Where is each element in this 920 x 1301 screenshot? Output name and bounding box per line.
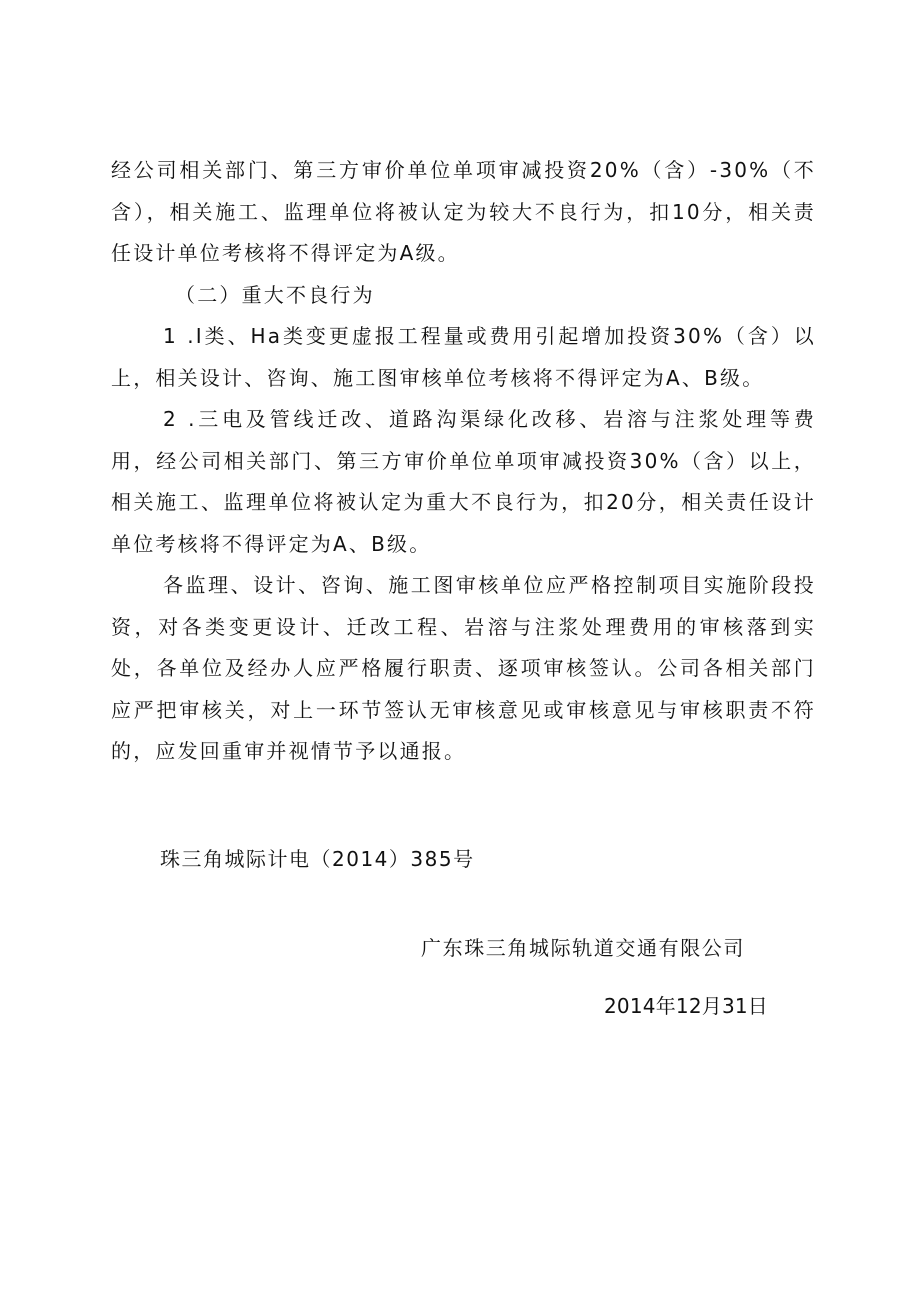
paragraph-closing-instructions: 各监理、设计、咨询、施工图审核单位应严格控制项目实施阶段投资，对各类变更设计、迁改工程、岩溶与注浆处理费用的审核落到实处，各单位及经办人应严格履行职责、逐项审核签认。公司各相关部门应严把审核关，对上一环节签认无审核意见或审核意见与审核职责不符的，应发回重审并视情节予以通报。 (111, 573, 816, 763)
issuer-name: 广东珠三角城际轨道交通有限公司 (421, 936, 745, 960)
paragraph-item-1: 1 .I类、Ha类变更虚报工程量或费用引起增加投资30%（含）以上，相关设计、咨询、施工图审核单位考核将不得评定为A、B级。 (111, 324, 816, 390)
document-body (111, 150, 816, 773)
paragraph-item-2: 2 .三电及管线迁改、道路沟渠绿化改移、岩溶与注浆处理等费用，经公司相关部门、第三方审价单位单项审减投资30%（含）以上，相关施工、监理单位将被认定为重大不良行为，扣20分，相关责任设计单位考核将不得评定为A、B级。 (111, 407, 816, 556)
issue-date: 2014年12月31日 (604, 994, 768, 1018)
reference-number: 珠三角城际计电（2014）385号 (160, 847, 475, 871)
paragraph-penalty-major: 经公司相关部门、第三方审价单位单项审减投资20%（含）-30%（不含），相关施工、监理单位将被认定为较大不良行为，扣10分，相关责任设计单位考核将不得评定为A级。 (111, 158, 816, 265)
section-heading-serious-misconduct: （二）重大不良行为 (175, 282, 375, 307)
